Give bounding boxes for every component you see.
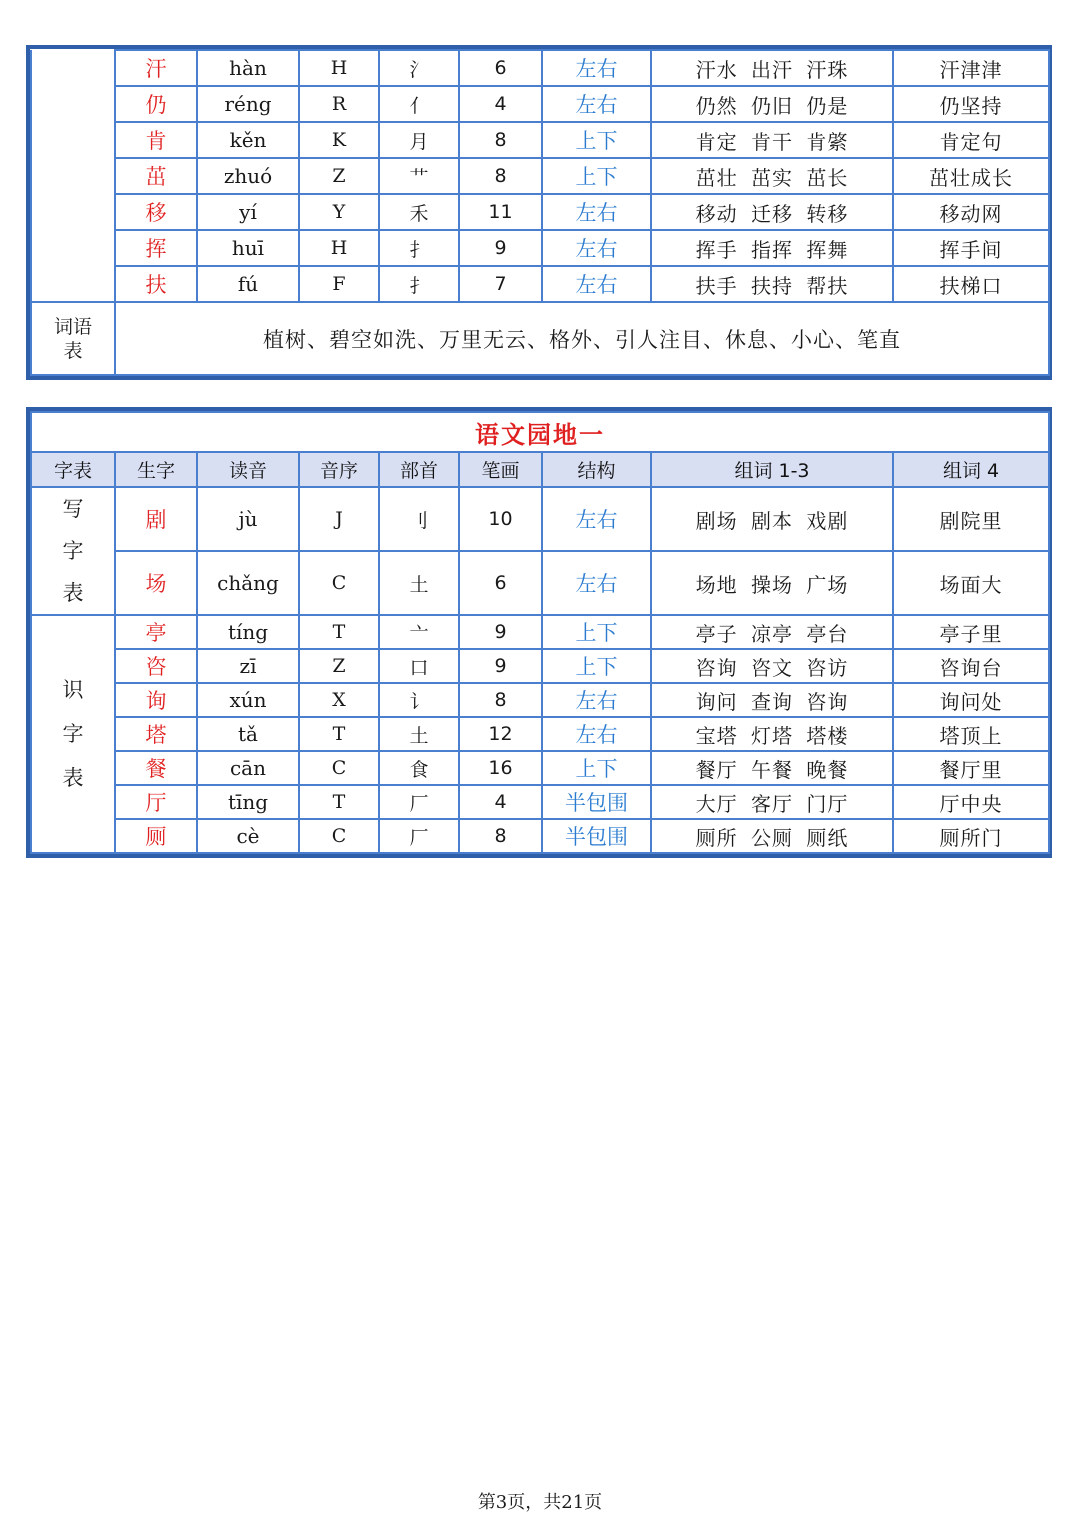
char-cell: 移	[115, 194, 197, 230]
pinyin-cell: yí	[197, 194, 299, 230]
pinyin-cell: réng	[197, 86, 299, 122]
radical-cell: 厂	[379, 785, 459, 819]
strokes-cell: 11	[459, 194, 542, 230]
structure-cell: 上下	[542, 158, 651, 194]
word4-cell: 汗津津	[893, 50, 1049, 86]
pinyin-cell: chǎng	[197, 551, 299, 615]
letter-cell: Z	[299, 649, 379, 683]
table-row	[31, 649, 1049, 683]
word4-cell: 询问处	[893, 683, 1049, 717]
structure-cell: 左右	[542, 86, 651, 122]
radical-cell: 土	[379, 717, 459, 751]
words-cell: 大厅 客厅 门厅	[651, 785, 893, 819]
letter-cell: C	[299, 751, 379, 785]
table-row	[31, 785, 1049, 819]
char-cell: 厅	[115, 785, 197, 819]
words-cell: 场地 操场 广场	[651, 551, 893, 615]
word4-cell: 挥手间	[893, 230, 1049, 266]
words-cell: 咨询 咨文 咨访	[651, 649, 893, 683]
letter-cell: J	[299, 487, 379, 551]
ciyu-label	[31, 302, 115, 375]
table-row	[31, 230, 1049, 266]
table-row	[31, 266, 1049, 302]
radical-cell: 禾	[379, 194, 459, 230]
words-cell: 宝塔 灯塔 塔楼	[651, 717, 893, 751]
word4-cell: 餐厅里	[893, 751, 1049, 785]
char-cell: 亭	[115, 615, 197, 649]
strokes-cell: 8	[459, 819, 542, 853]
char-table-2	[30, 411, 1050, 854]
word4-cell: 场面大	[893, 551, 1049, 615]
letter-cell: R	[299, 86, 379, 122]
vocab-table-1	[26, 45, 1052, 380]
char-cell: 仍	[115, 86, 197, 122]
zibiao-cell	[31, 50, 115, 302]
char-cell: 剧	[115, 487, 197, 551]
ciyu-label-line1: 词语	[53, 315, 92, 338]
letter-cell: C	[299, 819, 379, 853]
page-footer: 第3页，共21页	[477, 1492, 603, 1513]
radical-cell: 厂	[379, 819, 459, 853]
radical-cell: 氵	[379, 50, 459, 86]
pinyin-cell: hàn	[197, 50, 299, 86]
word4-cell: 塔顶上	[893, 717, 1049, 751]
pinyin-cell: tíng	[197, 615, 299, 649]
letter-cell: C	[299, 551, 379, 615]
letter-cell: Z	[299, 158, 379, 194]
words-cell: 餐厅 午餐 晚餐	[651, 751, 893, 785]
structure-cell: 上下	[542, 649, 651, 683]
strokes-cell: 9	[459, 615, 542, 649]
char-cell: 餐	[115, 751, 197, 785]
strokes-cell: 6	[459, 50, 542, 86]
char-cell: 询	[115, 683, 197, 717]
letter-cell: H	[299, 230, 379, 266]
letter-cell: Y	[299, 194, 379, 230]
letter-cell: F	[299, 266, 379, 302]
words-cell: 汗水 出汗 汗珠	[651, 50, 893, 86]
char-table-1	[30, 49, 1050, 376]
structure-cell: 左右	[542, 50, 651, 86]
header-zuci-1-3: 组词 1-3	[651, 452, 893, 487]
radical-cell: 扌	[379, 266, 459, 302]
strokes-cell: 10	[459, 487, 542, 551]
table-row	[31, 50, 1049, 86]
word4-cell: 亭子里	[893, 615, 1049, 649]
words-cell: 茁壮 茁实 茁长	[651, 158, 893, 194]
word4-cell: 咨询台	[893, 649, 1049, 683]
pinyin-cell: jù	[197, 487, 299, 551]
letter-cell: T	[299, 615, 379, 649]
char-cell: 扶	[115, 266, 197, 302]
letter-cell: K	[299, 122, 379, 158]
read-table-label: 识字表	[31, 615, 115, 853]
radical-cell: 艹	[379, 158, 459, 194]
words-cell: 移动 迁移 转移	[651, 194, 893, 230]
pinyin-cell: fú	[197, 266, 299, 302]
table-row	[31, 194, 1049, 230]
char-cell: 场	[115, 551, 197, 615]
pinyin-cell: zī	[197, 649, 299, 683]
pinyin-cell: cān	[197, 751, 299, 785]
header-zibiao: 字表	[31, 452, 115, 487]
word4-cell: 厅中央	[893, 785, 1049, 819]
words-cell: 剧场 剧本 戏剧	[651, 487, 893, 551]
radical-cell: 亠	[379, 615, 459, 649]
header-zuci-4: 组词 4	[893, 452, 1049, 487]
char-cell: 塔	[115, 717, 197, 751]
header-shengzi: 生字	[115, 452, 197, 487]
char-cell: 厕	[115, 819, 197, 853]
structure-cell: 上下	[542, 751, 651, 785]
structure-cell: 左右	[542, 266, 651, 302]
words-cell: 肯定 肯干 肯綮	[651, 122, 893, 158]
strokes-cell: 9	[459, 649, 542, 683]
letter-cell: H	[299, 50, 379, 86]
structure-cell: 半包围	[542, 819, 651, 853]
radical-cell: 土	[379, 551, 459, 615]
table-row	[31, 819, 1049, 853]
structure-cell: 半包围	[542, 785, 651, 819]
vocab-table-2	[26, 407, 1052, 858]
structure-cell: 左右	[542, 230, 651, 266]
strokes-cell: 16	[459, 751, 542, 785]
words-cell: 扶手 扶持 帮扶	[651, 266, 893, 302]
radical-cell: 月	[379, 122, 459, 158]
strokes-cell: 4	[459, 86, 542, 122]
strokes-cell: 8	[459, 158, 542, 194]
table-row	[31, 487, 1049, 551]
table-row	[31, 551, 1049, 615]
word4-cell: 扶梯口	[893, 266, 1049, 302]
table-row	[31, 717, 1049, 751]
structure-cell: 上下	[542, 615, 651, 649]
header-duyin: 读音	[197, 452, 299, 487]
write-table-label: 写字表	[31, 487, 115, 615]
table-row	[31, 158, 1049, 194]
structure-cell: 左右	[542, 683, 651, 717]
char-cell: 茁	[115, 158, 197, 194]
structure-cell: 上下	[542, 122, 651, 158]
word4-cell: 剧院里	[893, 487, 1049, 551]
char-cell: 挥	[115, 230, 197, 266]
words-cell: 挥手 指挥 挥舞	[651, 230, 893, 266]
char-cell: 汗	[115, 50, 197, 86]
char-cell: 咨	[115, 649, 197, 683]
table-row	[31, 751, 1049, 785]
pinyin-cell: zhuó	[197, 158, 299, 194]
structure-cell: 左右	[542, 551, 651, 615]
header-bushou: 部首	[379, 452, 459, 487]
letter-cell: T	[299, 717, 379, 751]
word4-cell: 厕所门	[893, 819, 1049, 853]
word4-cell: 肯定句	[893, 122, 1049, 158]
letter-cell: T	[299, 785, 379, 819]
header-bihua: 笔画	[459, 452, 542, 487]
strokes-cell: 8	[459, 122, 542, 158]
pinyin-cell: tǎ	[197, 717, 299, 751]
table-row	[31, 86, 1049, 122]
pinyin-cell: kěn	[197, 122, 299, 158]
strokes-cell: 6	[459, 551, 542, 615]
strokes-cell: 8	[459, 683, 542, 717]
radical-cell: 扌	[379, 230, 459, 266]
strokes-cell: 12	[459, 717, 542, 751]
words-cell: 询问 查询 咨询	[651, 683, 893, 717]
table-row	[31, 615, 1049, 649]
pinyin-cell: huī	[197, 230, 299, 266]
strokes-cell: 4	[459, 785, 542, 819]
ciyu-label-line2: 表	[63, 339, 83, 362]
radical-cell: 刂	[379, 487, 459, 551]
radical-cell: 亻	[379, 86, 459, 122]
radical-cell: 口	[379, 649, 459, 683]
pinyin-cell: xún	[197, 683, 299, 717]
table-row	[31, 122, 1049, 158]
section-title: 语文园地一	[31, 412, 1049, 452]
letter-cell: X	[299, 683, 379, 717]
header-row	[31, 452, 1049, 487]
strokes-cell: 9	[459, 230, 542, 266]
words-cell: 仍然 仍旧 仍是	[651, 86, 893, 122]
header-yinxu: 音序	[299, 452, 379, 487]
structure-cell: 左右	[542, 717, 651, 751]
table-row	[31, 683, 1049, 717]
header-jiegou: 结构	[542, 452, 651, 487]
radical-cell: 食	[379, 751, 459, 785]
word4-cell: 移动网	[893, 194, 1049, 230]
radical-cell: 讠	[379, 683, 459, 717]
pinyin-cell: cè	[197, 819, 299, 853]
word4-cell: 茁壮成长	[893, 158, 1049, 194]
pinyin-cell: tīng	[197, 785, 299, 819]
char-cell: 肯	[115, 122, 197, 158]
words-cell: 厕所 公厕 厕纸	[651, 819, 893, 853]
strokes-cell: 7	[459, 266, 542, 302]
structure-cell: 左右	[542, 487, 651, 551]
word4-cell: 仍坚持	[893, 86, 1049, 122]
structure-cell: 左右	[542, 194, 651, 230]
ciyu-list: 植树、碧空如洗、万里无云、格外、引人注目、休息、小心、笔直	[115, 302, 1049, 375]
ciyu-row	[31, 302, 1049, 375]
words-cell: 亭子 凉亭 亭台	[651, 615, 893, 649]
